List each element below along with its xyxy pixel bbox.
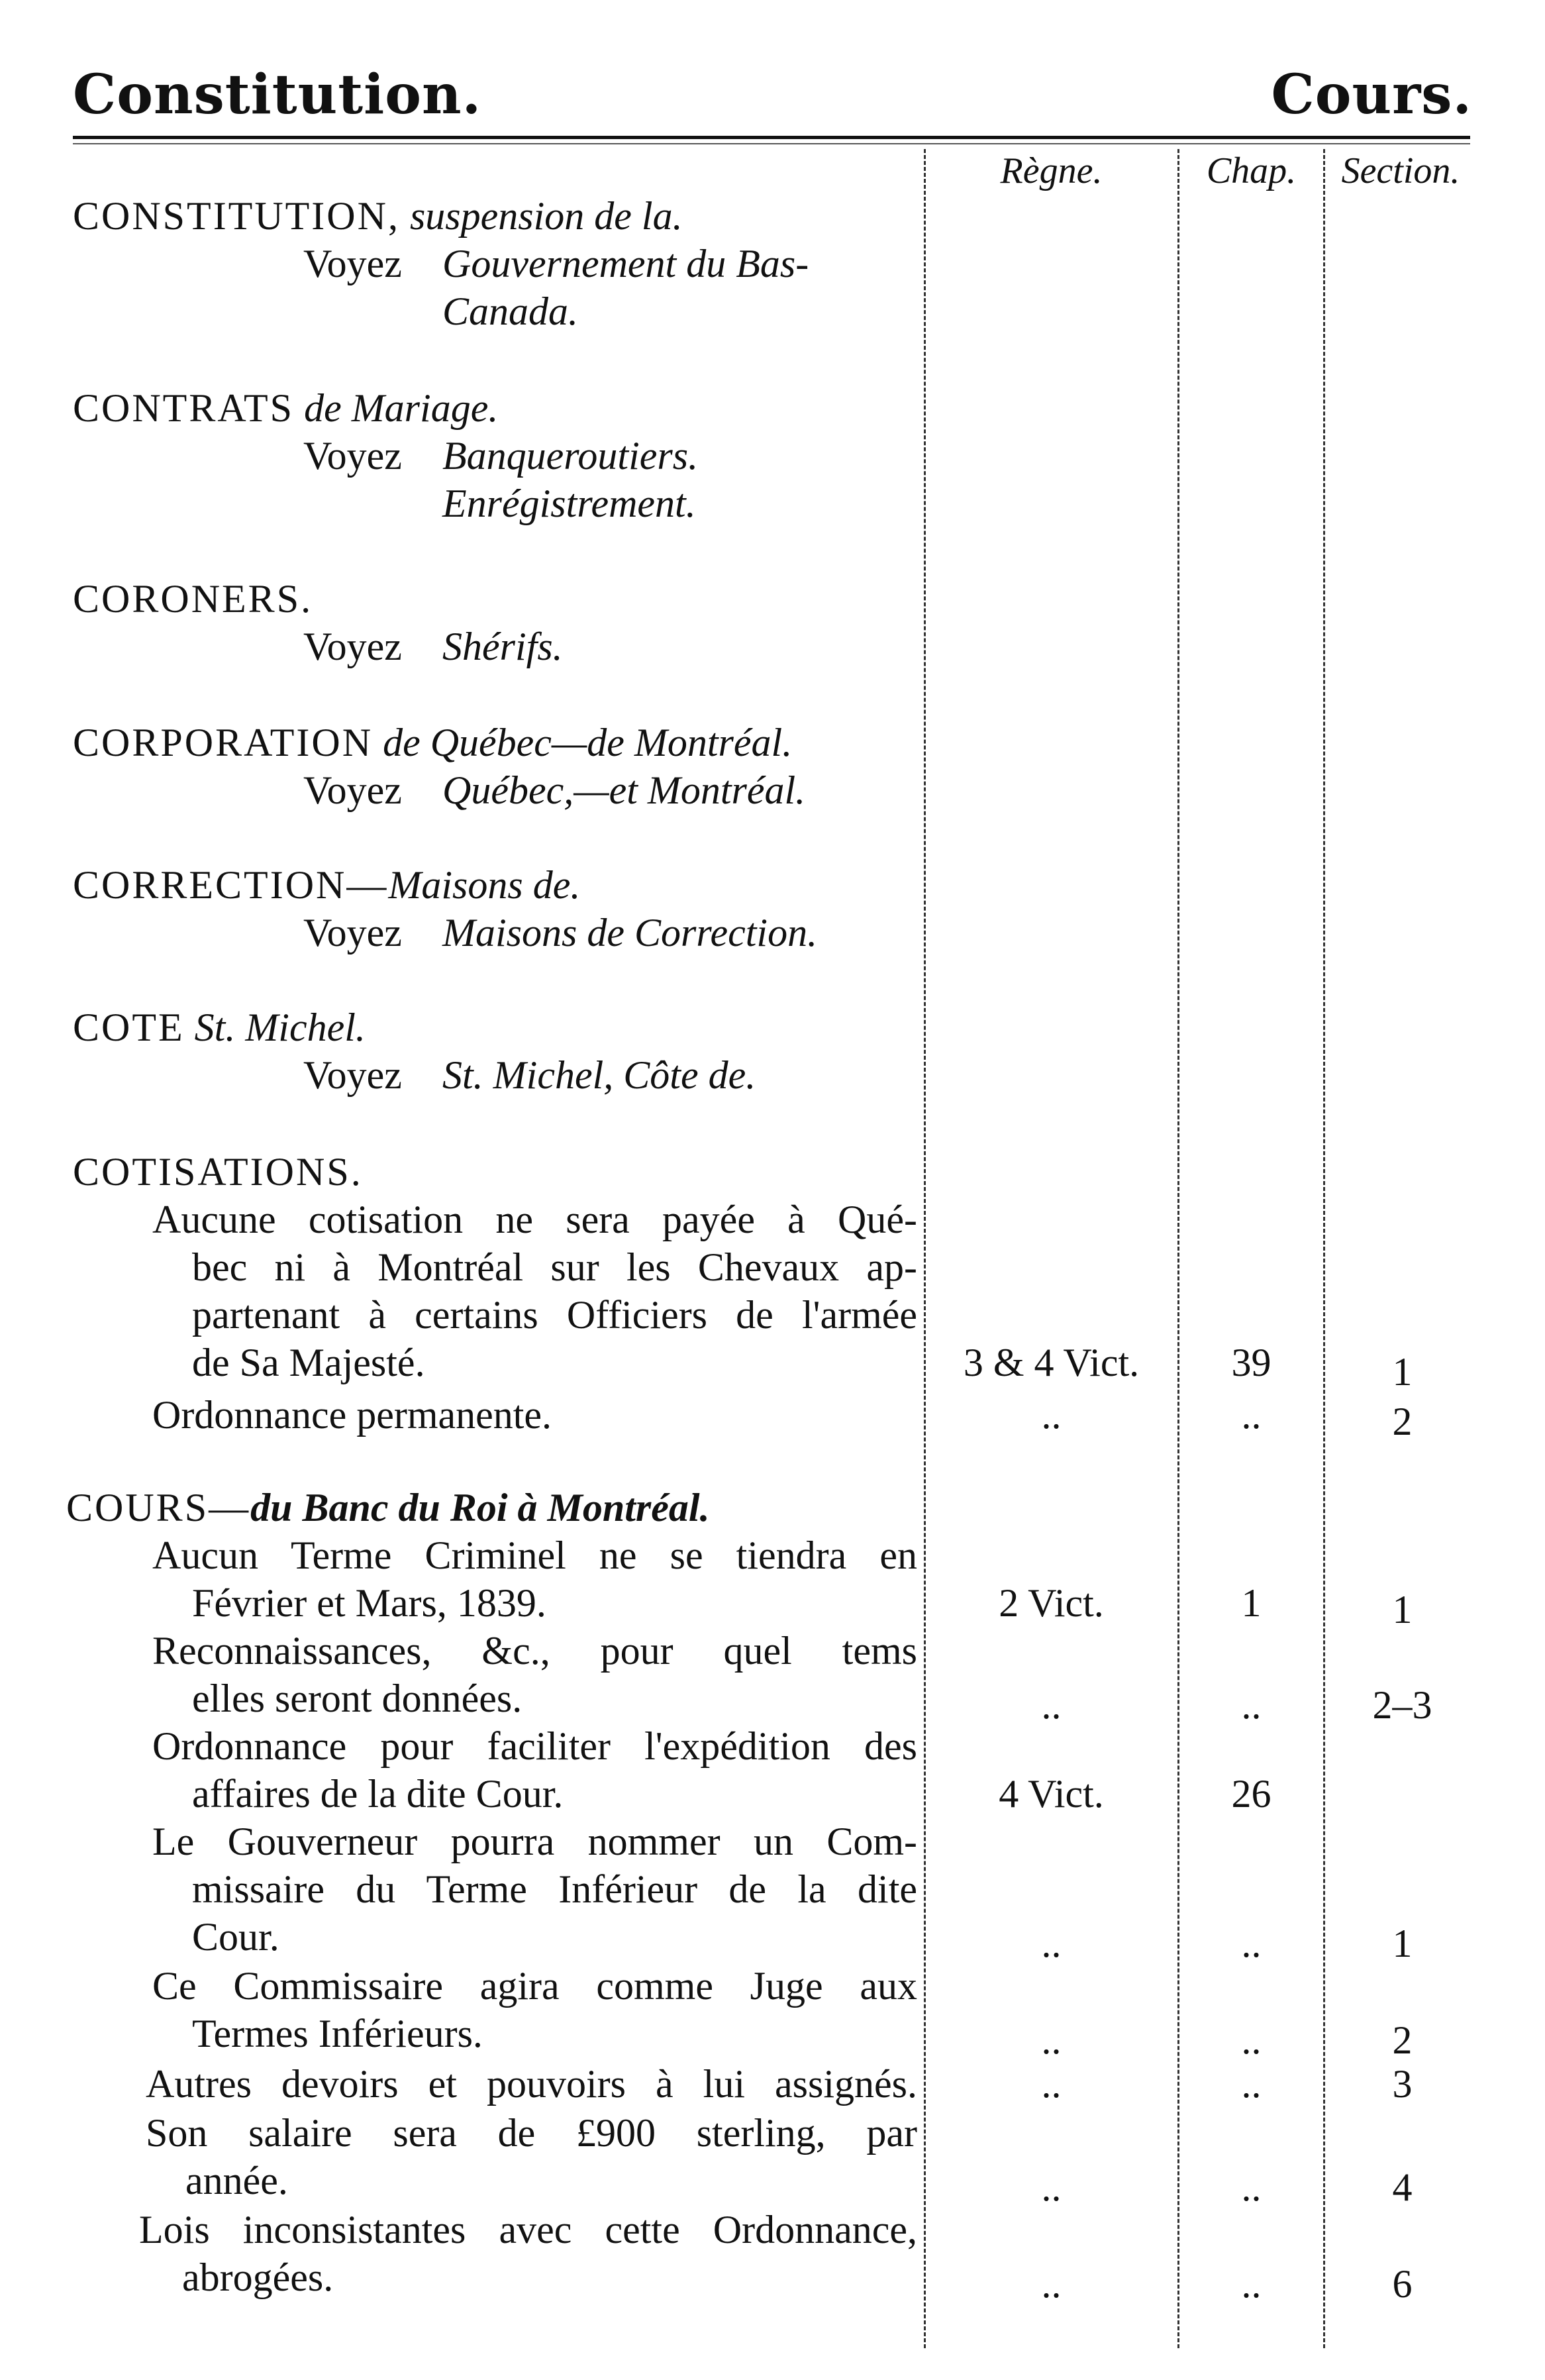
section-value: 2: [1392, 2018, 1413, 2062]
cross-reference: Gouvernement du Bas-: [442, 242, 809, 285]
section-value: 1: [1392, 1922, 1413, 1965]
entry-heading-cotisations: COTISATIONS.: [73, 1150, 363, 1194]
chap-value: ..: [1241, 1393, 1262, 1437]
chap-value: 26: [1231, 1772, 1271, 1816]
entry-text: année.: [185, 2159, 288, 2202]
chap-value: ..: [1241, 2165, 1262, 2209]
entry-text: Autres devoirs et pouvoirs à lui assignés.: [146, 2062, 917, 2106]
chap-value: ..: [1241, 1683, 1262, 1727]
entry-text: Le Gouverneur pourra nommer un Com-: [152, 1820, 917, 1863]
column-header-section: Section.: [1341, 150, 1460, 191]
entry-text: elles seront données.: [192, 1677, 523, 1720]
entry-text: Ordonnance permanente.: [152, 1393, 552, 1437]
voyez-label: Voyez: [303, 911, 402, 955]
voyez-label: Voyez: [303, 625, 402, 668]
section-value: 1: [1392, 1350, 1413, 1394]
entry-text: affaires de la dite Cour.: [192, 1772, 564, 1816]
entry-heading-cote: COTE St. Michel.: [73, 1006, 366, 1049]
section-value: 6: [1392, 2262, 1413, 2306]
voyez-label: Voyez: [303, 434, 402, 478]
regne-value: 3 & 4 Vict.: [963, 1341, 1140, 1384]
cross-reference: Canada.: [442, 289, 579, 333]
entry-heading-coroners: CORONERS.: [73, 577, 313, 621]
regne-value: ..: [1041, 2262, 1062, 2306]
entry-text: Aucune cotisation ne sera payée à Qué-: [152, 1198, 917, 1241]
header-rule: [73, 136, 1470, 139]
column-header-chap: Chap.: [1206, 150, 1297, 191]
cross-reference: Maisons de Correction.: [442, 911, 818, 955]
entry-text: abrogées.: [182, 2255, 334, 2299]
section-value: 4: [1392, 2165, 1413, 2209]
regne-value: ..: [1041, 2062, 1062, 2106]
entry-text: partenant à certains Officiers de l'armée: [192, 1293, 917, 1337]
cross-reference: Enrégistrement.: [442, 482, 696, 525]
cross-reference: St. Michel, Côte de.: [442, 1053, 756, 1097]
entry-text: Lois inconsistantes avec cette Ordonnance,: [139, 2208, 917, 2251]
cross-reference: Québec,—et Montréal.: [442, 768, 806, 812]
voyez-label: Voyez: [303, 242, 402, 285]
regne-value: ..: [1041, 2165, 1062, 2209]
entry-text: Son salaire sera de £900 sterling, par: [146, 2111, 917, 2155]
entry-text: bec ni à Montréal sur les Chevaux ap-: [192, 1245, 917, 1289]
entry-text: Février et Mars, 1839.: [192, 1581, 546, 1625]
entry-text: Cour.: [192, 1915, 279, 1959]
section-value: 2: [1392, 1400, 1413, 1443]
running-head-right: Cours.: [1271, 63, 1472, 127]
column-header-regne: Règne.: [1000, 150, 1103, 191]
entry-text: missaire du Terme Inférieur de la dite: [192, 1867, 917, 1911]
regne-value: 2 Vict.: [999, 1581, 1104, 1625]
entry-text: Termes Inférieurs.: [192, 2012, 483, 2055]
entry-text: de Sa Majesté.: [192, 1341, 425, 1384]
voyez-label: Voyez: [303, 1053, 402, 1097]
chap-value: ..: [1241, 1922, 1262, 1965]
entry-heading-corporation: CORPORATION de Québec—de Montréal.: [73, 721, 793, 764]
regne-value: ..: [1041, 1922, 1062, 1965]
entry-heading-constitution: CONSTITUTION, suspension de la.: [73, 194, 683, 238]
entry-text: Aucun Terme Criminel ne se tiendra en: [152, 1533, 917, 1577]
chap-value: ..: [1241, 2018, 1262, 2062]
section-value: 3: [1392, 2062, 1413, 2106]
section-value: 1: [1392, 1588, 1413, 1631]
entry-heading-correction: CORRECTION—Maisons de.: [73, 863, 581, 907]
regne-value: 4 Vict.: [999, 1772, 1104, 1816]
column-divider-section: [1323, 149, 1327, 2348]
chap-value: 39: [1231, 1341, 1271, 1384]
entry-heading-contrats: CONTRATS de Mariage.: [73, 386, 499, 430]
running-head-left: Constitution.: [73, 63, 482, 127]
cross-reference: Banqueroutiers.: [442, 434, 699, 478]
chap-value: 1: [1241, 1581, 1262, 1625]
entry-text: Reconnaissances, &c., pour quel tems: [152, 1629, 917, 1673]
entry-text: Ce Commissaire agira comme Juge aux: [152, 1964, 917, 2008]
regne-value: ..: [1041, 1683, 1062, 1727]
entry-text: Ordonnance pour faciliter l'expédition des: [152, 1724, 917, 1768]
chap-value: ..: [1241, 2062, 1262, 2106]
chap-value: ..: [1241, 2262, 1262, 2306]
regne-value: ..: [1041, 2018, 1062, 2062]
voyez-label: Voyez: [303, 768, 402, 812]
cross-reference: Shérifs.: [442, 625, 563, 668]
regne-value: ..: [1041, 1393, 1062, 1437]
section-value: 2–3: [1372, 1683, 1432, 1727]
entry-heading-cours: COURS—du Banc du Roi à Montréal.: [66, 1486, 710, 1529]
